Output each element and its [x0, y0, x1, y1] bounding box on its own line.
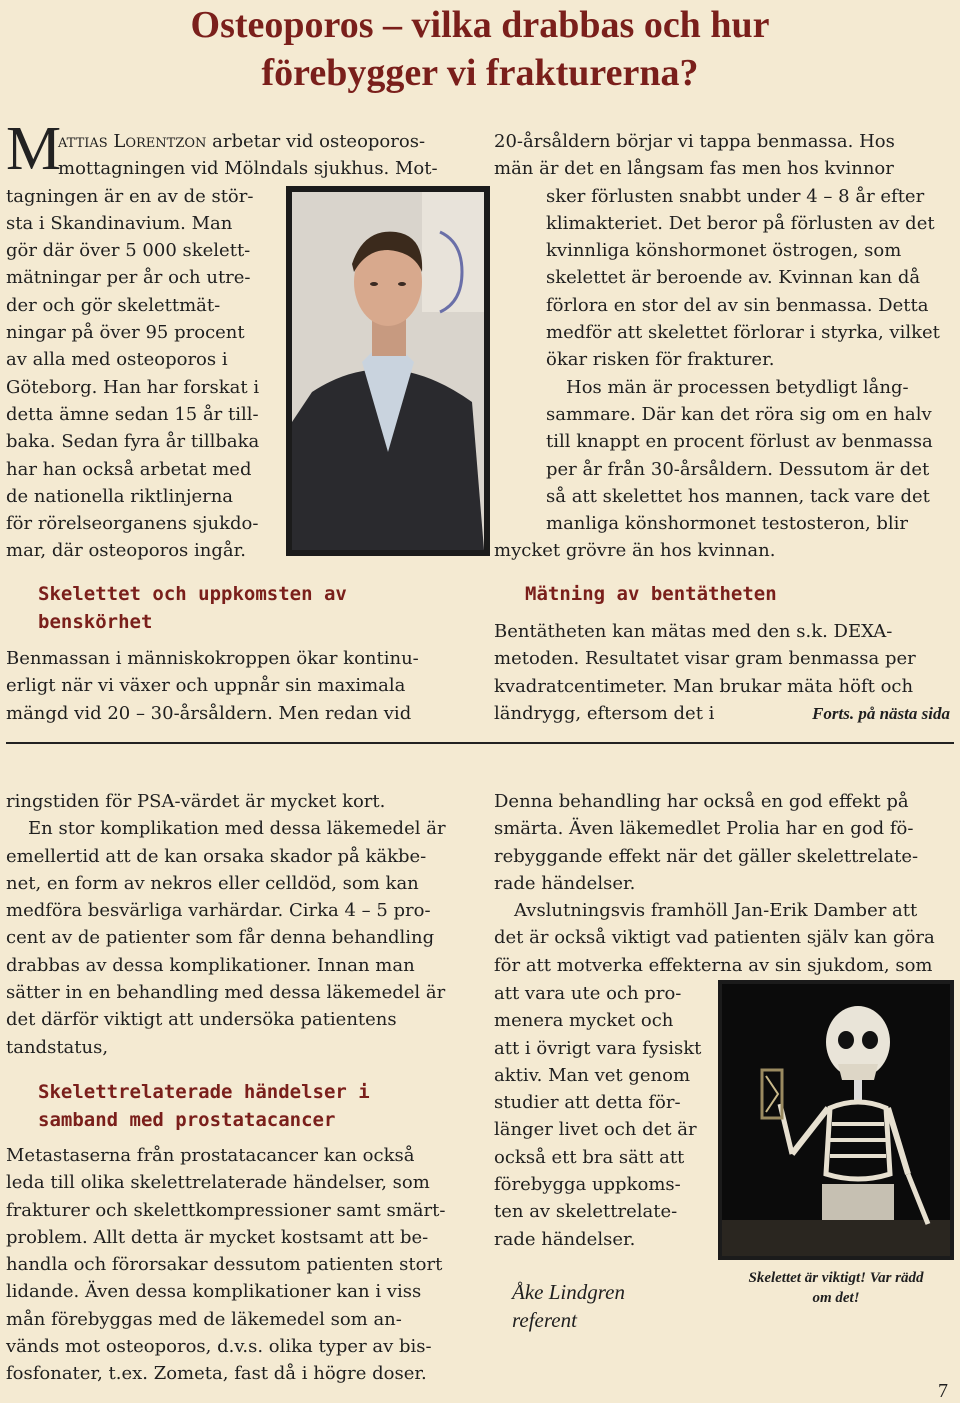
signature-role: referent: [512, 1308, 577, 1332]
right-line: medför att skelettet förlorar i styrka, vilket: [546, 322, 940, 344]
intro-line: sta i Skandinavium. Man: [6, 212, 233, 234]
intro-line: för rörelseorganens sjukdo-: [6, 513, 259, 535]
intro-paragraph: [6, 128, 468, 565]
right-top-paragraph: [494, 128, 954, 565]
page-number: 7: [938, 1380, 948, 1402]
brn-line: att vara ute och pro-: [494, 983, 682, 1004]
brn-line: aktiv. Man vet genom: [494, 1064, 691, 1086]
bl-line: sätter in en behandling med dessa läkemedel är: [6, 982, 446, 1004]
intro-line: gör där över 5 000 skelett-: [6, 240, 251, 262]
continued-next-page-label: Forts. på nästa sida: [812, 703, 950, 723]
skeleton-photo: [718, 980, 954, 1260]
right-line: till knappt en procent förlust av benmassa: [546, 431, 933, 453]
right-line: per år från 30-årsåldern. Dessutom är det: [546, 458, 930, 480]
section1-paragraph: [6, 645, 468, 727]
drop-cap: M: [6, 115, 62, 183]
brn-line: länger livet och det är: [494, 1119, 697, 1141]
section1-line: Benmassan i människokroppen ökar kontinu-: [6, 648, 419, 669]
right-line: så att skelettet hos mannen, tack vare det: [546, 485, 930, 507]
br-line: det är också viktigt vad patienten själv kan göra: [494, 927, 935, 949]
caption-line: Skelettet är viktigt! Var rädd: [748, 1270, 924, 1286]
right-line: män är det en långsam fas men hos kvinnor: [494, 158, 894, 180]
section2-line: kvadratcentimeter. Man brukar mäta höft och: [494, 675, 914, 697]
skeleton-image: [722, 984, 950, 1256]
bottom-right-paragraph: [494, 788, 954, 979]
bl2-line: leda till olika skelettrelaterade händelser, som: [6, 1172, 430, 1194]
right-line: skelettet är beroende av. Kvinnan kan då: [546, 267, 921, 289]
bl-line: medföra besvärliga varhärdar. Cirka 4 – 5 pro-: [6, 900, 431, 922]
right-line: sker förlusten snabbt under 4 – 8 år efter: [546, 185, 925, 207]
intro-line: ningar på över 95 procent: [6, 322, 245, 344]
intro-line: detta ämne sedan 15 år till-: [6, 403, 259, 425]
heading-line: benskörhet: [38, 611, 153, 633]
right-line: 20-årsåldern börjar vi tappa benmassa. Hos: [494, 131, 895, 152]
intro-line: Göteborg. Han har forskat i: [6, 376, 260, 398]
skeleton-photo-caption: [716, 1268, 956, 1308]
bl-line: cent av de patienter som får denna behandling: [6, 927, 435, 949]
section2-paragraph: [494, 618, 954, 727]
brn-line: rade händelser.: [494, 1228, 636, 1250]
intro-line: der och gör skelettmät-: [6, 294, 221, 316]
br-line: Avslutningsvis framhöll Jan-Erik Damber att: [514, 900, 918, 922]
br-line: rade händelser.: [494, 872, 636, 894]
brn-line: också ett bra sätt att: [494, 1146, 685, 1168]
br-line: Denna behandling har också en god effekt på: [494, 791, 909, 812]
right-line: klimakteriet. Det beror på förlusten av det: [546, 212, 935, 234]
right-line: Hos män är processen betydligt lång-: [566, 376, 909, 398]
bl2-line: mån förebyggas med de läkemedel som an-: [6, 1308, 402, 1330]
right-line: mycket grövre än hos kvinnan.: [494, 540, 776, 562]
br-line: för att motverka effekterna av sin sjukdom, som: [494, 954, 933, 976]
br-line: smärta. Även läkemedlet Prolia har en god fö-: [494, 818, 914, 840]
intro-line: mottagningen vid Mölndals sjukhus. Mot-: [58, 158, 438, 180]
bl2-line: fosfonater, t.ex. Zometa, fast då i högre doser.: [6, 1363, 427, 1385]
intro-line: de nationella riktlinjerna: [6, 485, 234, 507]
right-line: kvinnliga könshormonet östrogen, som: [546, 240, 902, 262]
section2-last-line: [494, 700, 954, 727]
heading-line: Skelettrelaterade händelser i: [38, 1081, 370, 1103]
signature-name: Åke Lindgren: [512, 1280, 625, 1304]
brn-line: att i övrigt vara fysiskt: [494, 1037, 702, 1059]
intro-line: av alla med osteoporos i: [6, 349, 228, 371]
bl-line: net, en form av nekros eller celldöd, som kan: [6, 872, 419, 894]
section2-line: Bentätheten kan mätas med den s.k. DEXA-: [494, 621, 893, 642]
heading-line: samband med prostatacancer: [38, 1109, 336, 1131]
author-signature: [512, 1278, 625, 1334]
bl2-line: frakturer och skelettkompressioner samt smärt-: [6, 1199, 446, 1221]
bl2-line: problem. Allt detta är mycket kostsamt att be-: [6, 1226, 429, 1248]
bl-line: emellertid att de kan orsaka skador på käkbe-: [6, 845, 427, 867]
intro-line-1-rest: arbetar vid osteoporos-: [206, 131, 426, 152]
section-heading-skelettrelaterade: [38, 1078, 370, 1134]
section1-line: erligt när vi växer och uppnår sin maximala: [6, 675, 406, 697]
article-title-line-1: Osteoporos – vilka drabbas och hur: [190, 4, 770, 46]
section-heading-matning: Mätning av bentätheten: [525, 583, 777, 605]
intro-line: har han också arbetat med: [6, 458, 252, 480]
bl-line: ringstiden för PSA-värdet är mycket kort.: [6, 791, 386, 812]
bl-line: tandstatus,: [6, 1036, 109, 1058]
section-divider: [6, 742, 954, 744]
section2-line: ländrygg, eftersom det i: [494, 702, 715, 724]
brn-line: menera mycket och: [494, 1010, 674, 1032]
section2-line: metoden. Resultatet visar gram benmassa per: [494, 648, 916, 670]
section1-line: mängd vid 20 – 30-årsåldern. Men redan vid: [6, 702, 412, 724]
bl-line: drabbas av dessa komplikationer. Innan man: [6, 954, 415, 976]
bl2-line: handla och förorsakar dessutom patienten stort: [6, 1254, 443, 1276]
intro-line: tagningen är en av de stör-: [6, 185, 254, 207]
bottom-right-narrow-paragraph: [494, 980, 710, 1253]
intro-line: baka. Sedan fyra år tillbaka: [6, 431, 260, 453]
right-line: sammare. Där kan det röra sig om en halv: [546, 403, 932, 425]
heading-line: Skelettet och uppkomsten av: [38, 583, 347, 605]
brn-line: ten av skelettrelate-: [494, 1201, 678, 1223]
right-line: manliga könshormonet testosteron, blir: [546, 513, 909, 535]
section-heading-skelettet: [38, 580, 347, 636]
br-line: rebyggande effekt när det gäller skelettrelate-: [494, 845, 919, 867]
bottom-left-paragraph-2: [6, 1142, 468, 1388]
bl2-line: lidande. Även dessa komplikationer kan i viss: [6, 1281, 422, 1303]
article-title-line-2: förebygger vi frakturerna?: [261, 52, 699, 94]
author-name: attias Lorentzon: [58, 131, 207, 152]
right-line: förlora en stor del av sin benmassa. Detta: [546, 294, 929, 316]
bl-line: det därför viktigt att undersöka patientens: [6, 1009, 397, 1031]
bl-line: En stor komplikation med dessa läkemedel är: [28, 818, 446, 840]
brn-line: studier att detta för-: [494, 1092, 681, 1114]
intro-line: mar, där osteoporos ingår.: [6, 540, 246, 562]
intro-line: mätningar per år och utre-: [6, 267, 251, 289]
caption-line: om det!: [812, 1290, 860, 1306]
bl2-line: Metastaserna från prostatacancer kan också: [6, 1145, 415, 1166]
right-line: ökar risken för frakturer.: [546, 349, 775, 371]
bottom-left-paragraph: [6, 788, 468, 1061]
bl2-line: vänds mot osteoporos, d.v.s. olika typer av bis-: [6, 1336, 432, 1358]
brn-line: förebygga uppkoms-: [494, 1174, 681, 1196]
intro-line-1: [6, 128, 468, 155]
